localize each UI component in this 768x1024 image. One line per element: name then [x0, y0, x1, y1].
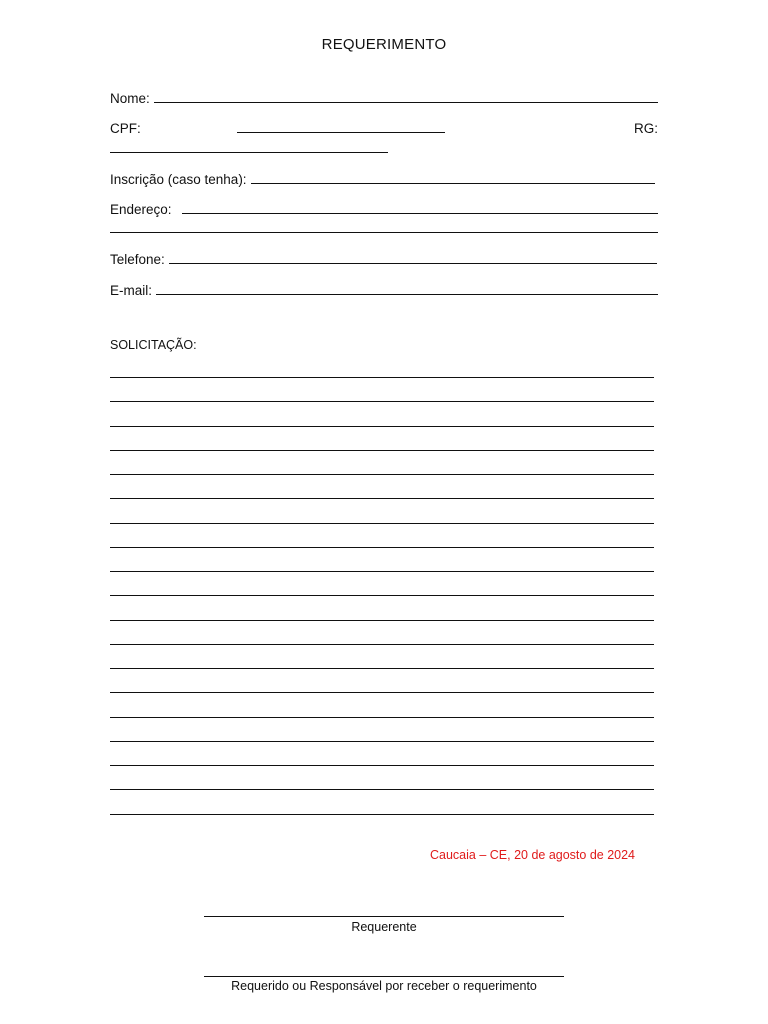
- solicitacao-line[interactable]: [110, 789, 654, 790]
- solicitacao-line[interactable]: [110, 498, 654, 499]
- solicitacao-line[interactable]: [110, 474, 654, 475]
- rg-blank[interactable]: [110, 152, 388, 153]
- solicitacao-line[interactable]: [110, 547, 654, 548]
- telefone-label: Telefone:: [110, 252, 165, 267]
- solicitacao-line[interactable]: [110, 595, 654, 596]
- field-cpf-rg: [110, 116, 658, 136]
- requerente-caption: Requerente: [351, 920, 417, 934]
- email-label: E-mail:: [110, 283, 153, 298]
- endereco-blank[interactable]: [182, 213, 658, 214]
- requerido-signature-line[interactable]: [204, 976, 564, 977]
- solicitacao-line[interactable]: [110, 814, 654, 815]
- solicitacao-line[interactable]: [110, 450, 654, 451]
- field-nome: [110, 86, 658, 106]
- telefone-blank[interactable]: [169, 263, 657, 264]
- field-endereco: [110, 197, 658, 217]
- cpf-label: CPF:: [110, 121, 141, 136]
- field-telefone: [110, 247, 658, 267]
- solicitacao-line[interactable]: [110, 644, 654, 645]
- solicitacao-line[interactable]: [110, 401, 654, 402]
- cpf-blank[interactable]: [237, 132, 445, 133]
- solicitacao-line[interactable]: [110, 523, 654, 524]
- field-email: [110, 278, 658, 298]
- solicitacao-line[interactable]: [110, 620, 654, 621]
- solicitacao-line[interactable]: [110, 717, 654, 718]
- solicitacao-line[interactable]: [110, 571, 654, 572]
- endereco-label: Endereço:: [110, 202, 172, 217]
- requerido-caption: Requerido ou Responsável por receber o requerimento: [231, 979, 537, 993]
- nome-blank[interactable]: [154, 102, 658, 103]
- solicitacao-line[interactable]: [110, 741, 654, 742]
- solicitacao-line[interactable]: [110, 765, 654, 766]
- inscricao-label: Inscrição (caso tenha):: [110, 172, 247, 187]
- solicitacao-label: SOLICITAÇÃO:: [110, 338, 197, 352]
- date-place: Caucaia – CE, 20 de agosto de 2024: [430, 848, 636, 862]
- requerente-signature-line[interactable]: [204, 916, 564, 917]
- page-title: REQUERIMENTO: [321, 36, 447, 53]
- rg-label: RG:: [633, 121, 658, 136]
- solicitacao-line[interactable]: [110, 692, 654, 693]
- solicitacao-line[interactable]: [110, 668, 654, 669]
- field-inscricao: [110, 167, 658, 187]
- nome-label: Nome:: [110, 91, 150, 106]
- email-blank[interactable]: [156, 294, 658, 295]
- solicitacao-line[interactable]: [110, 377, 654, 378]
- solicitacao-line[interactable]: [110, 426, 654, 427]
- endereco-blank-2[interactable]: [110, 232, 658, 233]
- inscricao-blank[interactable]: [251, 183, 655, 184]
